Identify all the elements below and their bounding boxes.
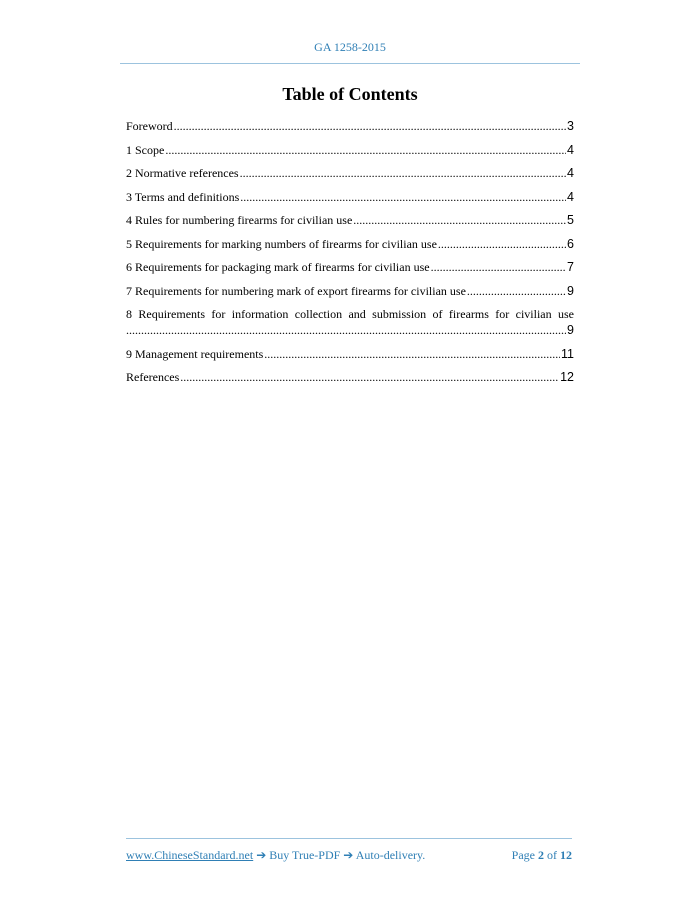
toc-leader-dots [431,259,566,275]
toc-entry-label: 6 Requirements for packaging mark of firearms for civilian use [126,260,430,274]
toc-leader-dots [240,165,566,181]
page-indicator [512,848,572,863]
toc-entry-marking-requirements[interactable] [126,236,574,252]
toc-leader-dots [240,189,566,205]
website-link[interactable]: www.ChineseStandard.net [126,848,254,862]
current-page-number: 2 [538,848,544,862]
document-code: GA 1258-2015 [314,40,386,54]
table-of-contents [126,118,574,393]
toc-entry-normative-references[interactable] [126,165,574,181]
of-word: of [547,848,557,862]
buy-true-pdf-text: Buy True-PDF [269,848,341,862]
toc-entry-terms-definitions[interactable] [126,189,574,205]
toc-entry-label: 5 Requirements for marking numbers of firearms for civilian use [126,236,437,251]
toc-page-number: 12 [560,370,574,384]
toc-entry-packaging-mark[interactable] [126,259,574,275]
toc-leader-dots [165,142,566,158]
toc-leader-dots [180,369,559,385]
toc-page-number: 9 [567,323,574,337]
toc-page-number: 3 [567,119,574,133]
toc-leader-dots [438,236,566,252]
toc-leader-dots [126,322,566,338]
header-divider [120,63,580,64]
toc-entry-foreword[interactable] [126,118,574,134]
toc-entry-label: 7 Requirements for numbering mark of export firearms for civilian use [126,283,466,298]
toc-entry-information-collection[interactable] [126,306,574,338]
auto-delivery-text: Auto-delivery. [355,848,426,862]
toc-entry-export-numbering[interactable] [126,283,574,299]
toc-leader-dots [353,212,566,228]
toc-entry-references[interactable] [126,369,574,385]
toc-entry-label: 8 Requirements for information collection and submission of firearms for civilian use [126,307,574,321]
toc-page-number: 6 [567,236,574,251]
footer-divider [126,838,572,839]
toc-page-number: 4 [567,166,574,180]
toc-leader-dots [467,283,566,299]
toc-page-number: 4 [567,189,574,204]
toc-entry-label: References [126,370,180,384]
toc-entry-label: 2 Normative references [126,166,239,180]
page-word: Page [511,848,535,862]
page-title: Table of Contents [282,84,418,104]
arrow-right-icon: ➔ [256,848,267,862]
total-page-number: 12 [560,848,572,862]
toc-leader-dots [264,346,560,362]
toc-entry-label: 1 Scope [126,142,165,157]
arrow-right-icon: ➔ [343,848,354,862]
toc-entry-scope[interactable] [126,142,574,158]
toc-page-number: 11 [561,346,574,361]
toc-page-number: 9 [567,283,574,298]
toc-entry-label: 4 Rules for numbering firearms for civilian use [126,213,353,227]
toc-page-number: 4 [567,142,574,157]
toc-entry-management-requirements[interactable] [126,346,574,362]
toc-page-number: 5 [567,213,574,227]
footer-promo [126,848,425,863]
toc-leader-dots [174,118,566,134]
toc-page-number: 7 [567,260,574,274]
toc-entry-label: 9 Management requirements [126,346,264,361]
toc-entry-rules-numbering[interactable] [126,212,574,228]
toc-entry-label: 3 Terms and definitions [126,189,240,204]
toc-entry-label: Foreword [126,119,173,133]
